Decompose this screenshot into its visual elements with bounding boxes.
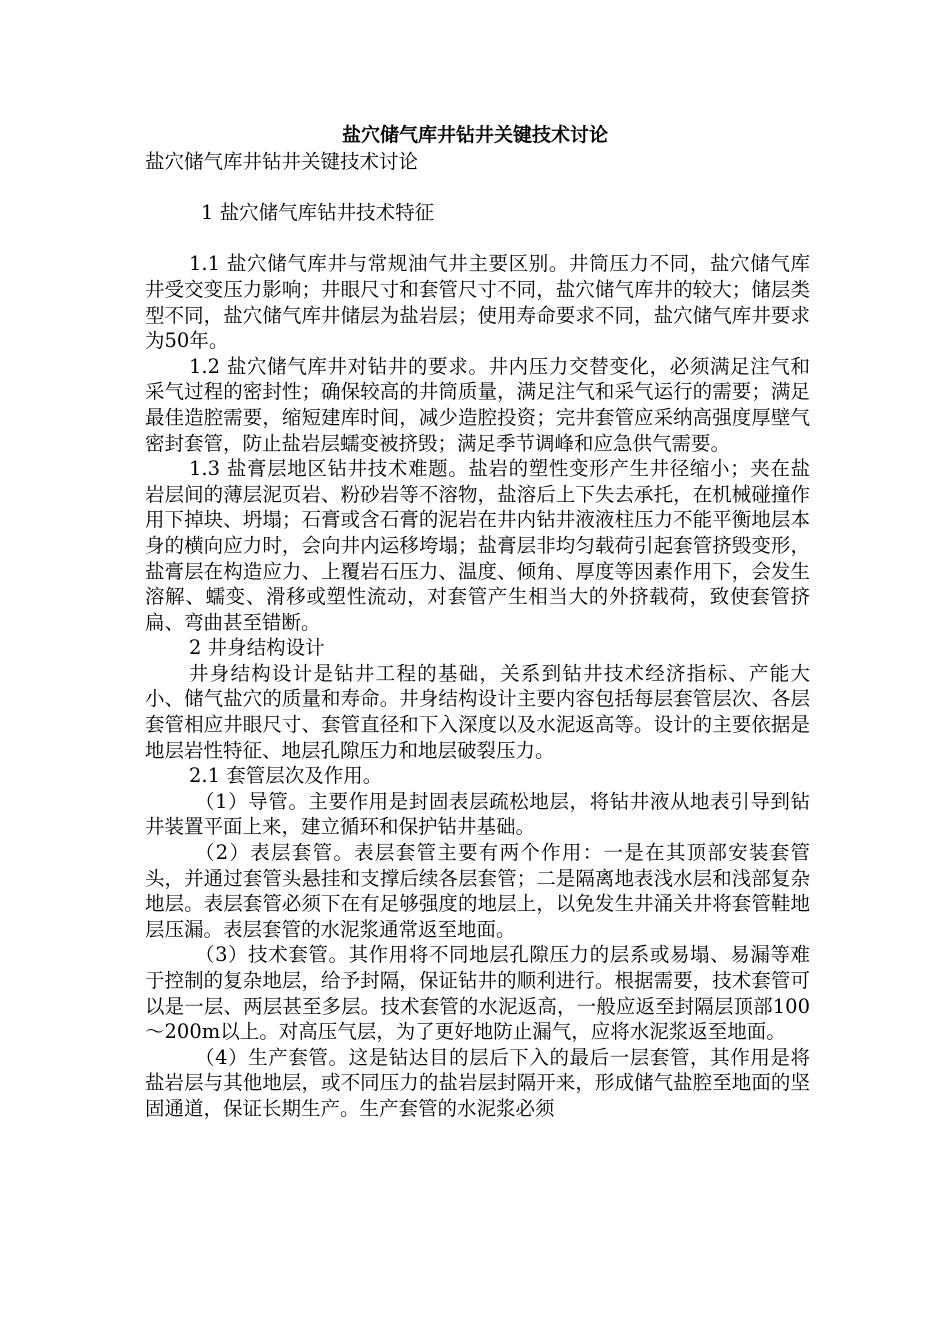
paragraph-conductor: （1）导管。主要作用是封固表层疏松地层，将钻井液从地表引导到钻井装置平面上来，建立循环和保护钻井基础。: [145, 789, 810, 839]
paragraph-technical-casing: （3）技术套管。其作用将不同地层孔隙压力的层系或易塌、易漏等难于控制的复杂地层，给予封隔，保证钻井的顺利进行。根据需要，技术套管可以是一层、两层甚至多层。技术套管的水泥返高，一般应返至封隔层顶部100～200m以上。对高压气层，为了更好地防止漏气，应将水泥浆返至地面。: [145, 943, 810, 1044]
paragraph-surface-casing: （2）表层套管。表层套管主要有两个作用：一是在其顶部安装套管头，并通过套管头悬挂和支撑后续各层套管；二是隔离地表浅水层和浅部复杂地层。表层套管必须下在有足够强度的地层上，以免发生井涌关井将套管鞋地层压漏。表层套管的水泥浆通常返至地面。: [145, 841, 810, 941]
paragraph-2-1: 2.1 套管层次及作用。: [189, 764, 383, 788]
paragraph-1-3: 1.3 盐膏层地区钻井技术难题。盐岩的塑性变形产生井径缩小；夹在盐岩层间的薄层泥页岩、粉砂岩等不溶物，盐溶后上下失去承托，在机械碰撞作用下掉块、坍塌；石膏或含石膏的泥岩在井内钻井液液柱压力不能平衡地层本身的横向应力时，会向井内运移垮塌；盐膏层非均匀载荷引起套管挤毁变形，盐膏层在构造应力、上覆岩石压力、温度、倾角、厚度等因素作用下，会发生溶解、蠕变、滑移或塑性流动，对套管产生相当大的外挤载荷，致使套管挤扁、弯曲甚至错断。: [145, 457, 810, 634]
subtitle-paragraph: 盐穴储气库井钻井关键技术讨论: [145, 150, 419, 173]
paragraph-1-2: 1.2 盐穴储气库井对钻井的要求。井内压力交替变化，必须满足注气和采气过程的密封性；确保较高的井筒质量，满足注气和采气运行的需要；满足最佳造腔需要，缩短建库时间，减少造腔投资；完井套管应采纳高强度厚壁气密封套管，防止盐岩层蠕变被挤毁；满足季节调峰和应急供气需要。: [145, 354, 810, 455]
paragraph-production-casing: （4）生产套管。这是钻达目的层后下入的最后一层套管，其作用是将盐岩层与其他地层，或不同压力的盐岩层封隔开来，形成储气盐腔至地面的坚固通道，保证长期生产。生产套管的水泥浆必须: [145, 1045, 810, 1120]
section-heading-1: 1 盐穴储气库钻井技术特征: [201, 201, 435, 225]
paragraph-1-1: 1.1 盐穴储气库井与常规油气井主要区别。井筒压力不同，盐穴储气库井受交变压力影响；井眼尺寸和套管尺寸不同，盐穴储气库井的较大；储层类型不同，盐穴储气库井储层为盐岩层；使用寿命要求不同，盐穴储气库井要求为50年。: [145, 252, 810, 353]
paragraph-2-intro: 井身结构设计是钻井工程的基础，关系到钻井技术经济指标、产能大小、储气盐穴的质量和寿命。井身结构设计主要内容包括每层套管层次、各层套管相应井眼尺寸、套管直径和下入深度以及水泥返高等。设计的主要依据是地层岩性特征、地层孔隙压力和地层破裂压力。: [145, 661, 810, 762]
document-body: [145, 149, 810, 1122]
document-title: 盐穴储气库井钻井关键技术讨论: [341, 124, 608, 146]
section-heading-2: 2 井身结构设计: [189, 636, 325, 660]
